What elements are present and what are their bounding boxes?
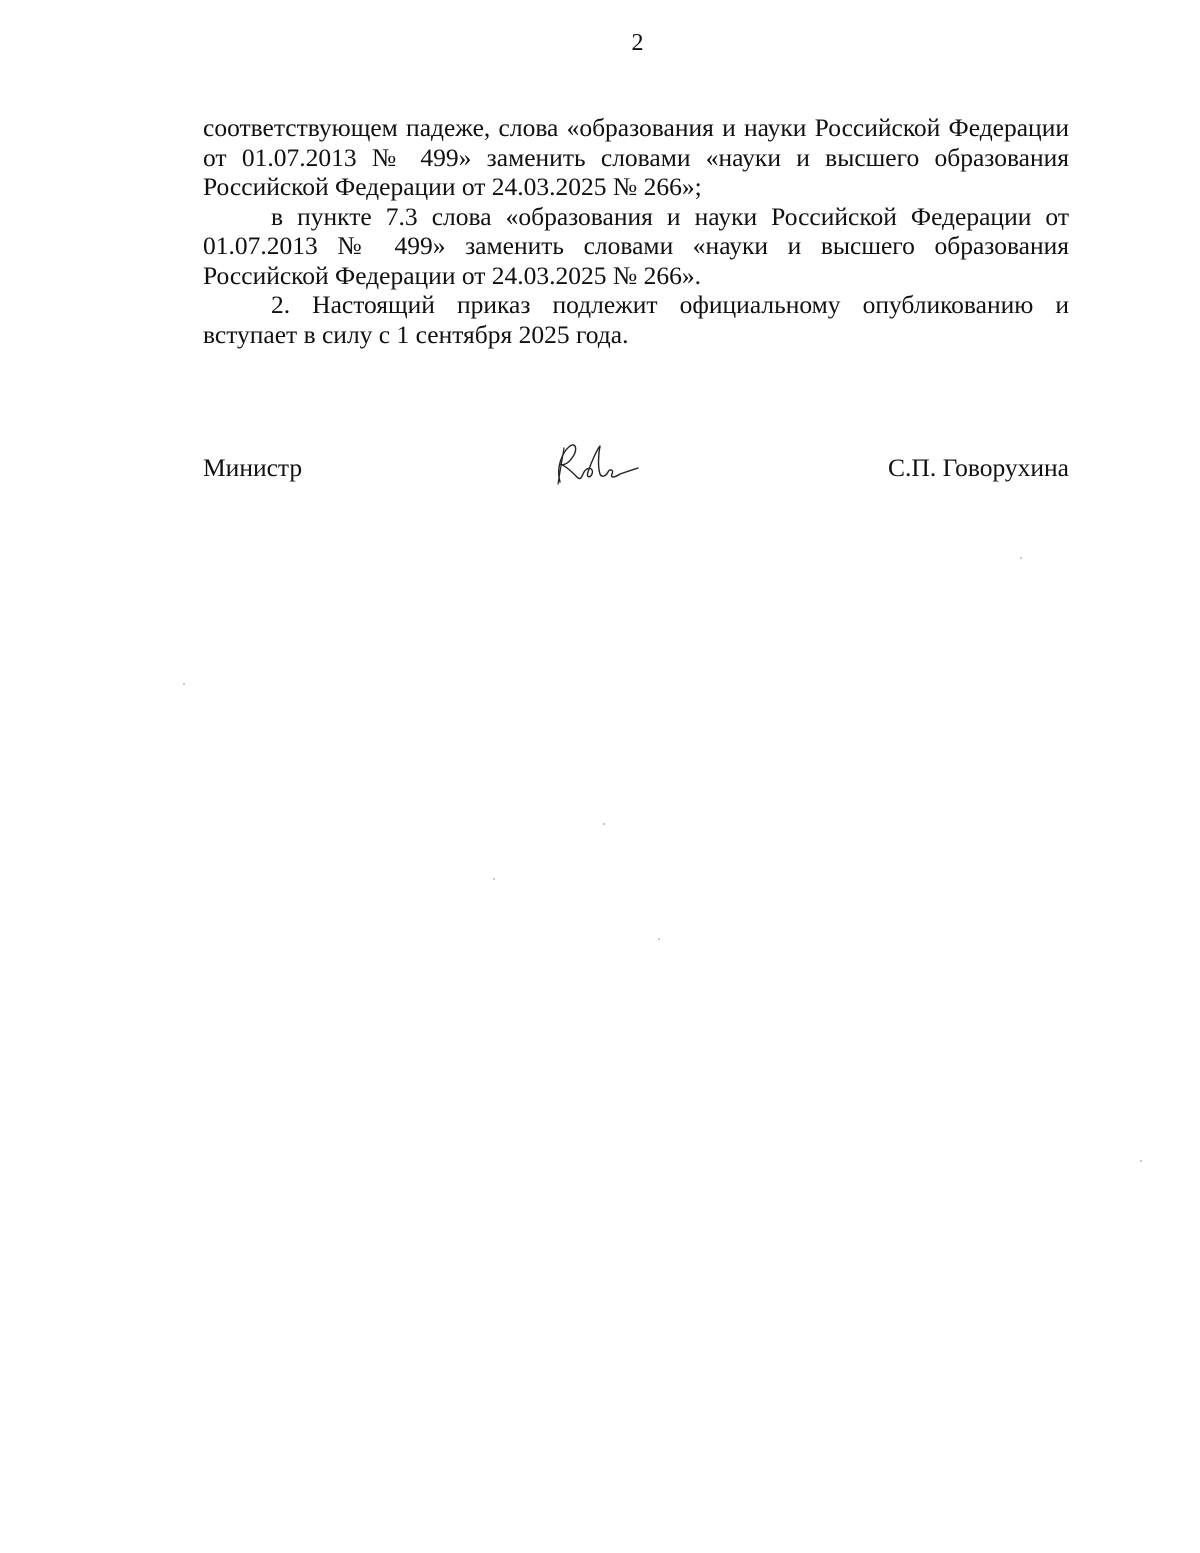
signature-block (203, 450, 1069, 500)
scan-speck (603, 823, 605, 825)
document-body (203, 113, 1069, 349)
scan-speck (658, 938, 660, 940)
scan-speck (1020, 557, 1022, 559)
paragraph-continuation: соответствующем падеже, слова «образования и науки Российской Федерации от 01.07.2013 № 499» заменить словами «науки и высшего образования Российской Федерации от 24.03.2025 № 266»; (203, 113, 1069, 201)
signer-name: С.П. Говорухина (888, 453, 1069, 482)
paragraph-item-2: 2. Настоящий приказ подлежит официальному опубликованию и вступает в силу с 1 сентября 2025 года. (203, 290, 1069, 349)
paragraph-clause-7-3: в пункте 7.3 слова «образования и науки Российской Федерации от 01.07.2013 № 499» заменить словами «науки и высшего образования Российской Федерации от 24.03.2025 № 266». (203, 201, 1069, 290)
handwritten-signature-icon (548, 438, 648, 488)
page-number: 2 (631, 30, 644, 56)
signer-title: Министр (203, 453, 303, 482)
scan-speck (493, 878, 495, 880)
scan-speck (183, 683, 185, 685)
scan-speck (1140, 1160, 1142, 1162)
